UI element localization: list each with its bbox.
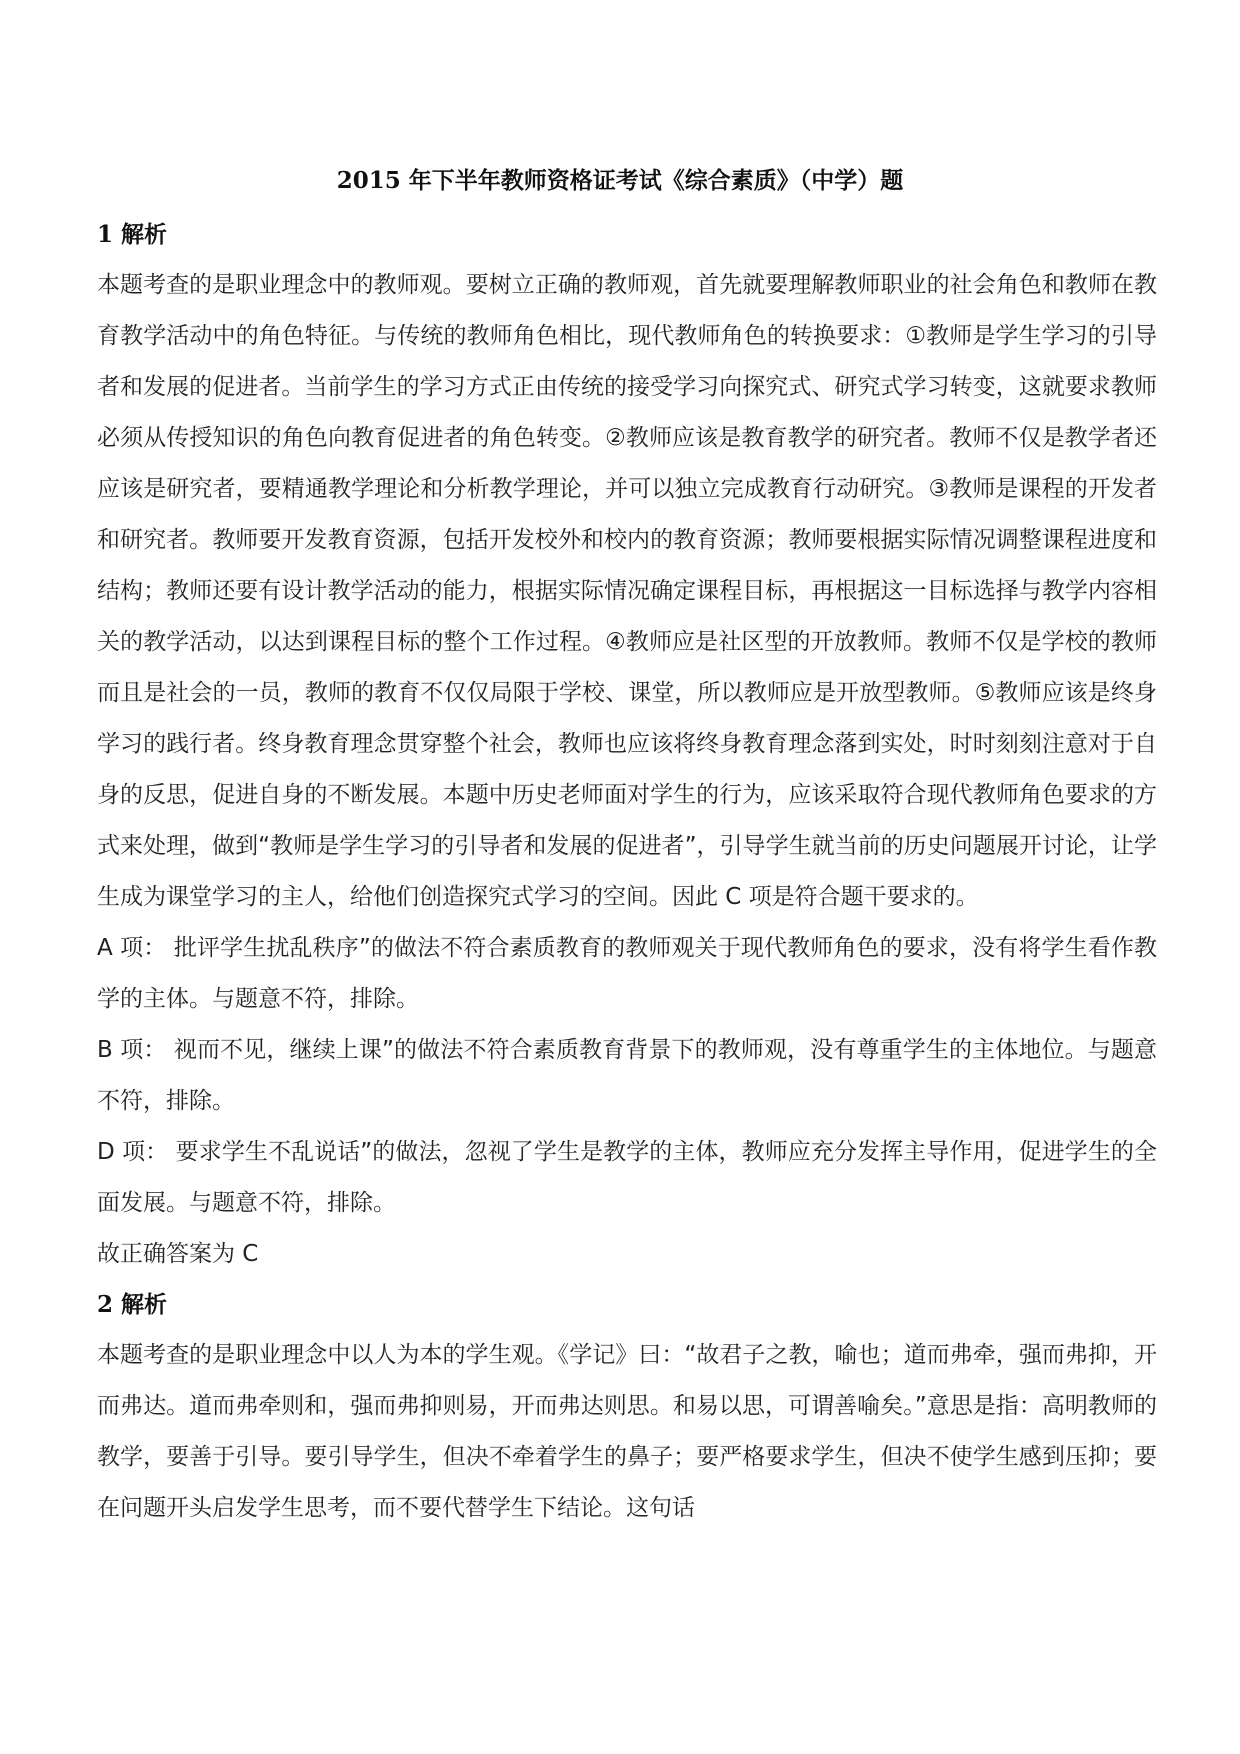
document-body — [97, 210, 1157, 1534]
paragraph: 本题考查的是职业理念中的教师观。要树立正确的教师观，首先就要理解教师职业的社会角色和教师在教育教学活动中的角色特征。与传统的教师角色相比，现代教师角色的转换要求：①教师是学生学习的引导者和发展的促进者。当前学生的学习方式正由传统的接受学习向探究式、研究式学习转变，这就要求教师必须从传授知识的角色向教育促进者的角色转变。②教师应该是教育教学的研究者。教师不仅是教学者还应该是研究者，要精通教学理论和分析教学理论，并可以独立完成教育行动研究。③教师是课程的开发者和研究者。教师要开发教育资源，包括开发校外和校内的教育资源；教师要根据实际情况调整课程进度和结构；教师还要有设计教学活动的能力，根据实际情况确定课程目标，再根据这一目标选择与教学内容相关的教学活动，以达到课程目标的整个工作过程。④教师应是社区型的开放教师。教师不仅是学校的教师而且是社会的一员，教师的教育不仅仅局限于学校、课堂，所以教师应是开放型教师。⑤教师应该是终身学习的践行者。终身教育理念贯穿整个社会，教师也应该将终身教育理念落到实处，时时刻刻注意对于自身的反思，促进自身的不断发展。本题中历史老师面对学生的行为，应该采取符合现代教师角色要求的方式来处理，做到“教师是学生学习的引导者和发展的促进者”，引导学生就当前的历史问题展开讨论，让学生成为课堂学习的主人，给他们创造探究式学习的空间。因此 C 项是符合题干要求的。 — [97, 272, 1157, 910]
section-1 — [97, 210, 1157, 1280]
paragraph: 本题考查的是职业理念中以人为本的学生观。《学记》曰：“故君子之教，喻也；道而弗牵，强而弗抑，开而弗达。道而弗牵则和，强而弗抑则易，开而弗达则思。和易以思，可谓善喻矣。”意思是指：高明教师的教学，要善于引导。要引导学生，但决不牵着学生的鼻子；要严格要求学生，但决不使学生感到压抑；要在问题开头启发学生思考，而不要代替学生下结论。这句话 — [97, 1342, 1157, 1521]
paragraph-option-d: D 项： 要求学生不乱说话”的做法，忽视了学生是教学的主体，教师应充分发挥主导作用，促进学生的全面发展。与题意不符，排除。 — [97, 1139, 1157, 1216]
document-title: 2015 年下半年教师资格证考试《综合素质》（中学）题 — [336, 167, 904, 194]
section-heading: 1 解析 — [97, 221, 168, 248]
answer-line: 故正确答案为 C — [97, 1241, 259, 1267]
section-2 — [97, 1280, 1157, 1534]
paragraph-option-b: B 项： 视而不见，继续上课”的做法不符合素质教育背景下的教师观，没有尊重学生的主体地位。与题意不符，排除。 — [97, 1037, 1157, 1114]
section-heading: 2 解析 — [97, 1291, 168, 1318]
paragraph-option-a: A 项： 批评学生扰乱秩序”的做法不符合素质教育的教师观关于现代教师角色的要求，没有将学生看作教学的主体。与题意不符，排除。 — [97, 935, 1157, 1012]
